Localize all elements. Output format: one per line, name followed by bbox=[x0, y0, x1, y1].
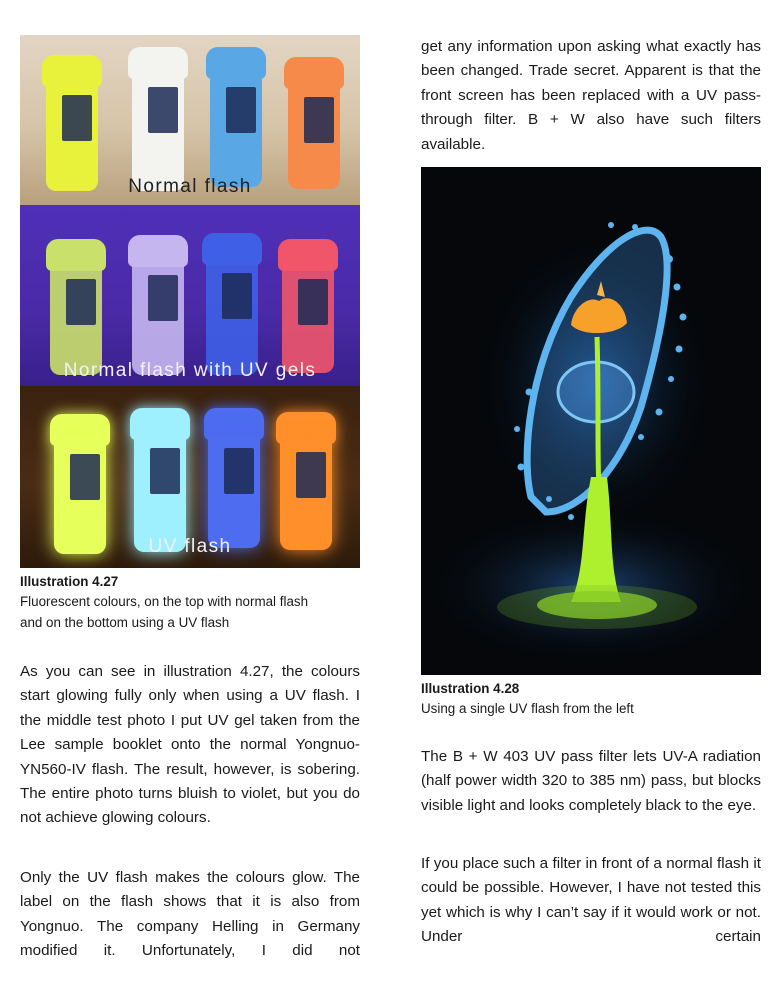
jar-label bbox=[296, 452, 326, 498]
body-paragraph: get any information upon asking what exactly has been changed. Trade secret. Apparent is that the front screen has been replaced with a UV pass-through filter. B + W also have such filters available. bbox=[421, 38, 761, 153]
caption-title: Illustration 4.27 bbox=[20, 574, 119, 589]
jar-label bbox=[298, 279, 328, 325]
splash-illustration bbox=[421, 167, 761, 675]
panel-caption-normal-flash: Normal flash bbox=[128, 176, 252, 197]
jar-label bbox=[224, 448, 254, 494]
body-paragraph: The B + W 403 UV pass filter lets UV-A radiation (half power width 320 to 385 nm) pass, but blocks visible light and looks completely black to the eye. bbox=[421, 748, 761, 814]
body-paragraph: Only the UV flash makes the colours glow. The label on the flash shows that it is also from Yongnuo. The company Helling in Germany modified it. Unfortunately, I did not bbox=[20, 869, 360, 960]
caption-line: Fluorescent colours, on the top with normal flash bbox=[20, 594, 309, 609]
caption-line: and on the bottom using a UV flash bbox=[20, 615, 230, 630]
body-paragraph: If you place such a filter in front of a normal flash it could be possible. However, I have not tested this yet which is why I can’t say if it would work or not. Under certain bbox=[421, 855, 761, 946]
jar-label bbox=[226, 87, 256, 133]
caption-title: Illustration 4.28 bbox=[421, 681, 520, 696]
caption-line: Using a single UV flash from the left bbox=[421, 701, 634, 716]
jar-label bbox=[148, 275, 178, 321]
jar-label bbox=[222, 273, 252, 319]
panel-caption-uv-flash: UV flash bbox=[148, 536, 232, 557]
uv-gels-panel bbox=[20, 205, 360, 386]
uv-flash-panel bbox=[20, 386, 360, 568]
jar-label bbox=[66, 279, 96, 325]
normal-flash-panel bbox=[20, 35, 360, 205]
illustration-4-27-photo bbox=[20, 35, 360, 568]
jar-label bbox=[304, 97, 334, 143]
jar-label bbox=[70, 454, 100, 500]
illustration-4-27-caption bbox=[20, 572, 360, 633]
body-paragraph: As you can see in illustration 4.27, the colours start glowing fully only when using a UV flash. I the middle test photo I put UV gel taken from the Lee sample booklet onto the normal Yongnuo-YN560-IV flash. The result, however, is sobering. The entire photo turns bluish to violet, but you do not achieve glowing colours. bbox=[20, 663, 360, 827]
jar-label bbox=[62, 95, 92, 141]
illustration-4-28-caption bbox=[421, 679, 761, 719]
jar-label bbox=[148, 87, 178, 133]
illustration-4-28-photo bbox=[421, 167, 761, 675]
panel-caption-uv-gels: Normal flash with UV gels bbox=[63, 360, 317, 381]
jar-label bbox=[150, 448, 180, 494]
